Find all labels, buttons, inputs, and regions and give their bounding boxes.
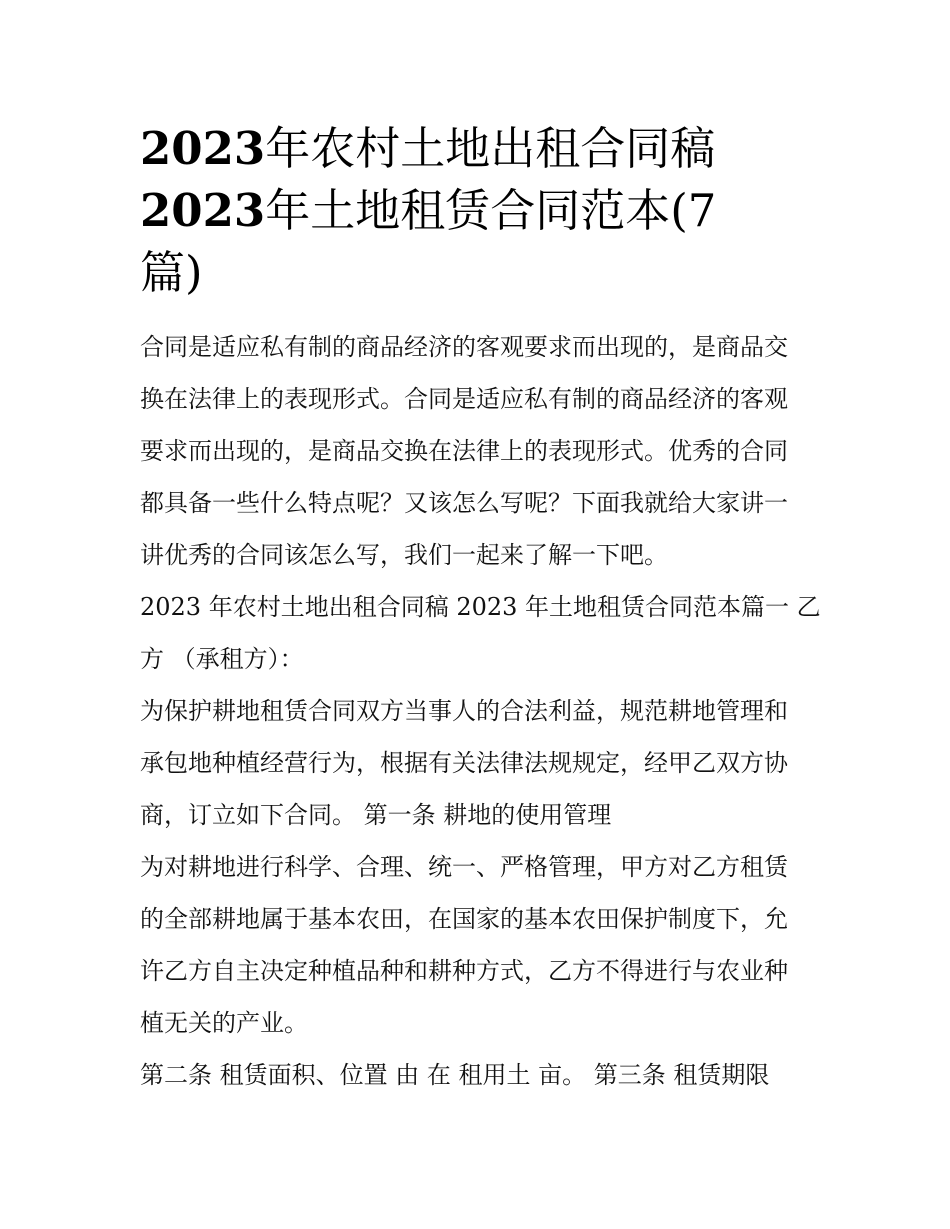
title-text: 年土地租赁合同范本(7 [265, 184, 717, 237]
text-line: 为保护耕地租赁合同双方当事人的合法利益，规范耕地管理和 [140, 697, 788, 725]
purpose-paragraph [140, 685, 820, 841]
title-line [140, 118, 820, 180]
text-line: 2023 年农村土地出租合同稿 2023 年土地租赁合同范本篇一 乙 [140, 593, 821, 621]
text-line: 为对耕地进行科学、合理、统一、严格管理，甲方对乙方租赁 [140, 853, 788, 881]
title-line [140, 180, 820, 242]
article-two-paragraph [140, 1049, 820, 1101]
intro-paragraph [140, 321, 820, 581]
article-one-paragraph [140, 841, 820, 1049]
text-line: 要求而出现的，是商品交换在法律上的表现形式。优秀的合同 [140, 437, 788, 465]
text-line: 的全部耕地属于基本农田，在国家的基本农田保护制度下，允 [140, 905, 788, 933]
document-body [140, 321, 820, 1101]
title-text: 年农村土地出租合同稿 [265, 122, 716, 175]
document-title [140, 118, 820, 304]
document-page [140, 118, 820, 1101]
title-line [140, 242, 820, 304]
title-text: 篇) [140, 246, 203, 299]
text-line: 承包地种植经营行为，根据有关法律法规规定，经甲乙双方协 [140, 749, 788, 777]
text-line: 合同是适应私有制的商品经济的客观要求而出现的，是商品交 [140, 333, 788, 361]
title-year: 2023 [140, 122, 266, 175]
text-line: 商，订立如下合同。 第一条 耕地的使用管理 [140, 801, 612, 829]
text-line: 许乙方自主决定种植品种和耕种方式，乙方不得进行与农业种 [140, 957, 788, 985]
text-line: 换在法律上的表现形式。合同是适应私有制的商品经济的客观 [140, 385, 788, 413]
title-year: 2023 [140, 184, 266, 237]
text-line: 植无关的产业。 [140, 1009, 308, 1037]
text-line: 讲优秀的合同该怎么写，我们一起来了解一下吧。 [140, 541, 668, 569]
section-heading-paragraph [140, 581, 820, 685]
text-line: 方 （承租方）： [140, 645, 304, 673]
text-line: 都具备一些什么特点呢？又该怎么写呢？下面我就给大家讲一 [140, 489, 788, 517]
text-line: 第二条 租赁面积、位置 由 在 租用土 亩。 第三条 租赁期限 [140, 1061, 770, 1089]
